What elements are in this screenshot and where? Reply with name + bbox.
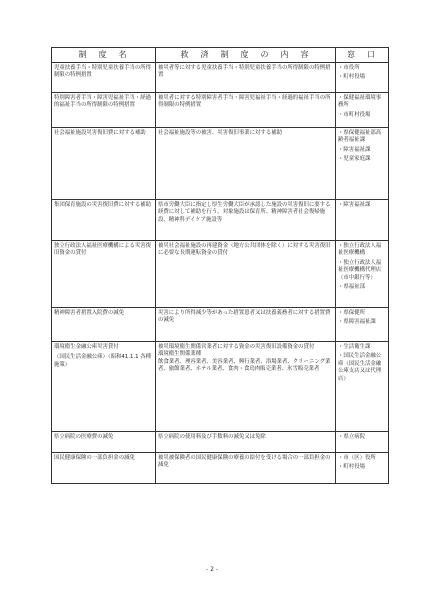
window-item: ・ 県福祉部 xyxy=(338,284,386,291)
content-line: 社会福祉施設等の被害、災害復旧事業に対する補助 xyxy=(158,130,282,136)
window-cell xyxy=(336,93,389,128)
window-cell xyxy=(336,432,389,453)
window-item: ・ 生活衛生課 xyxy=(338,344,386,351)
window-item: ・ 県保健福祉部高齢者福祉課 xyxy=(338,130,386,145)
system-name-cell: 国民健康保険の一部負担金の減免 xyxy=(52,453,156,484)
page-number: - 2 - xyxy=(206,566,218,573)
window-item: ・ 県保健所 xyxy=(338,310,386,317)
window-item: ・ 市役所 xyxy=(338,65,386,72)
header-window: 窓 口 xyxy=(336,48,389,63)
content-line: 災害により所得減少等があった措置患者又は扶養義務者に対する措置費の減免 xyxy=(158,310,331,324)
window-cell xyxy=(336,308,389,342)
window-item: ・ 児童家庭課 xyxy=(338,156,386,163)
header-system-name: 制 度 名 xyxy=(52,48,156,63)
window-item: ・ 障害福祉課 xyxy=(338,202,386,209)
system-name-cell: 県立病院の医療費の減免 xyxy=(52,432,156,453)
table-row xyxy=(52,342,389,432)
system-name-note: （国民生活金融公庫）（昭和41.1.1 各種施策） xyxy=(54,354,152,368)
content-line: 被災社会福祉施設の再建資金（地方公共団体を除く）に対する災害復旧に必要な長期運転資金の貸付 xyxy=(158,243,331,257)
table-row xyxy=(52,200,389,241)
system-name-cell xyxy=(52,342,156,432)
window-cell xyxy=(336,128,389,200)
table-row xyxy=(52,308,389,342)
content-line: 飲食業者、理容業者、美容業者、興行業者、浴場業者、クリーニング業者、旅館業者、ホテル業者、食肉・食鳥肉販売業者、氷雪販売業者 xyxy=(158,358,331,373)
window-item: ・ 市町村役場 xyxy=(338,112,386,119)
system-name: 環境衛生金融公庫災害貸付 xyxy=(54,344,119,350)
content-line: 環境衛生関係業種 xyxy=(158,351,202,358)
content-line: 県立病院の使用料及び手数料の減免又は免除 xyxy=(158,434,266,440)
table-row xyxy=(52,63,389,93)
window-cell xyxy=(336,453,389,484)
content-line: 被災者に対する特別障害者手当・障害児福祉手当・経過的福祉手当の所得制限の特例措置 xyxy=(158,95,331,109)
table-row xyxy=(52,432,389,453)
window-item: ・ 国民生活金融公庫（国民生活金融公庫支店又は代理店） xyxy=(338,353,386,383)
relief-content-cell xyxy=(156,128,336,200)
window-cell xyxy=(336,63,389,93)
content-line: 被災環境衛生関係営業者に対する資金の災害復旧設備資金の貸付 xyxy=(158,344,315,350)
system-name-cell: 独立行政法人福祉医療機構による災害復旧資金の貸付 xyxy=(52,241,156,308)
window-item: ・ 障害福祉課 xyxy=(338,147,386,154)
content-line: 被災者等に対する児童扶養手当・特別児童扶養手当の所得制限の特例措置 xyxy=(158,65,331,79)
window-item: ・ 独立行政法人福祉医療機構代理店（市中銀行等） xyxy=(338,260,386,282)
window-cell xyxy=(336,342,389,432)
window-item: ・ 町村役場 xyxy=(338,74,386,81)
system-name-cell: 社会福祉施設災害復旧費に対する補助 xyxy=(52,128,156,200)
relief-content-cell xyxy=(156,63,336,93)
relief-content-cell xyxy=(156,308,336,342)
relief-content-cell xyxy=(156,342,336,432)
relief-content-cell xyxy=(156,200,336,241)
relief-content-cell xyxy=(156,432,336,453)
relief-content-cell xyxy=(156,453,336,484)
window-item: ・ 県障害福祉課 xyxy=(338,319,386,326)
window-item: ・ 市（区）役所 xyxy=(338,455,386,462)
window-cell xyxy=(336,241,389,308)
window-item: ・ 町村役場 xyxy=(338,464,386,471)
system-name-cell: 集団保育施設の災害復旧費に対する補助 xyxy=(52,200,156,241)
relief-content-cell xyxy=(156,93,336,128)
system-name-cell: 精神障害者措置入院費の減免 xyxy=(52,308,156,342)
window-item: ・ 独立行政法人福祉医療機構 xyxy=(338,243,386,258)
table-row xyxy=(52,453,389,484)
table-row xyxy=(52,93,389,128)
table-row xyxy=(52,241,389,308)
header-relief-content: 救 済 制 度 の 内 容 xyxy=(156,48,336,63)
window-item: ・ 県立病院 xyxy=(338,434,386,441)
relief-content-cell xyxy=(156,241,336,308)
table-header-row xyxy=(52,48,389,63)
system-name-cell: 特別障害者手当・障害児福祉手当・経過的福祉手当の所得制限の特例措置 xyxy=(52,93,156,128)
system-name-cell: 児童扶養手当・特別児童扶養手当の所得制限の特例措置 xyxy=(52,63,156,93)
content-line: 被災被保険者の国民健康保険の療養の給付を受ける場合の一部負担金の減免 xyxy=(158,455,331,469)
content-line: 県市労働大臣に指定し厚生労働大臣が承認した施設の災害復旧に要する経費に対して補助を行う。対象施設は保育所、精神障害者社会復帰施設、精神科デイケア施設等 xyxy=(158,202,331,223)
relief-system-table xyxy=(51,47,389,484)
table-row xyxy=(52,128,389,200)
window-cell xyxy=(336,200,389,241)
window-item: ・ 保健福祉環境事務所 xyxy=(338,95,386,110)
